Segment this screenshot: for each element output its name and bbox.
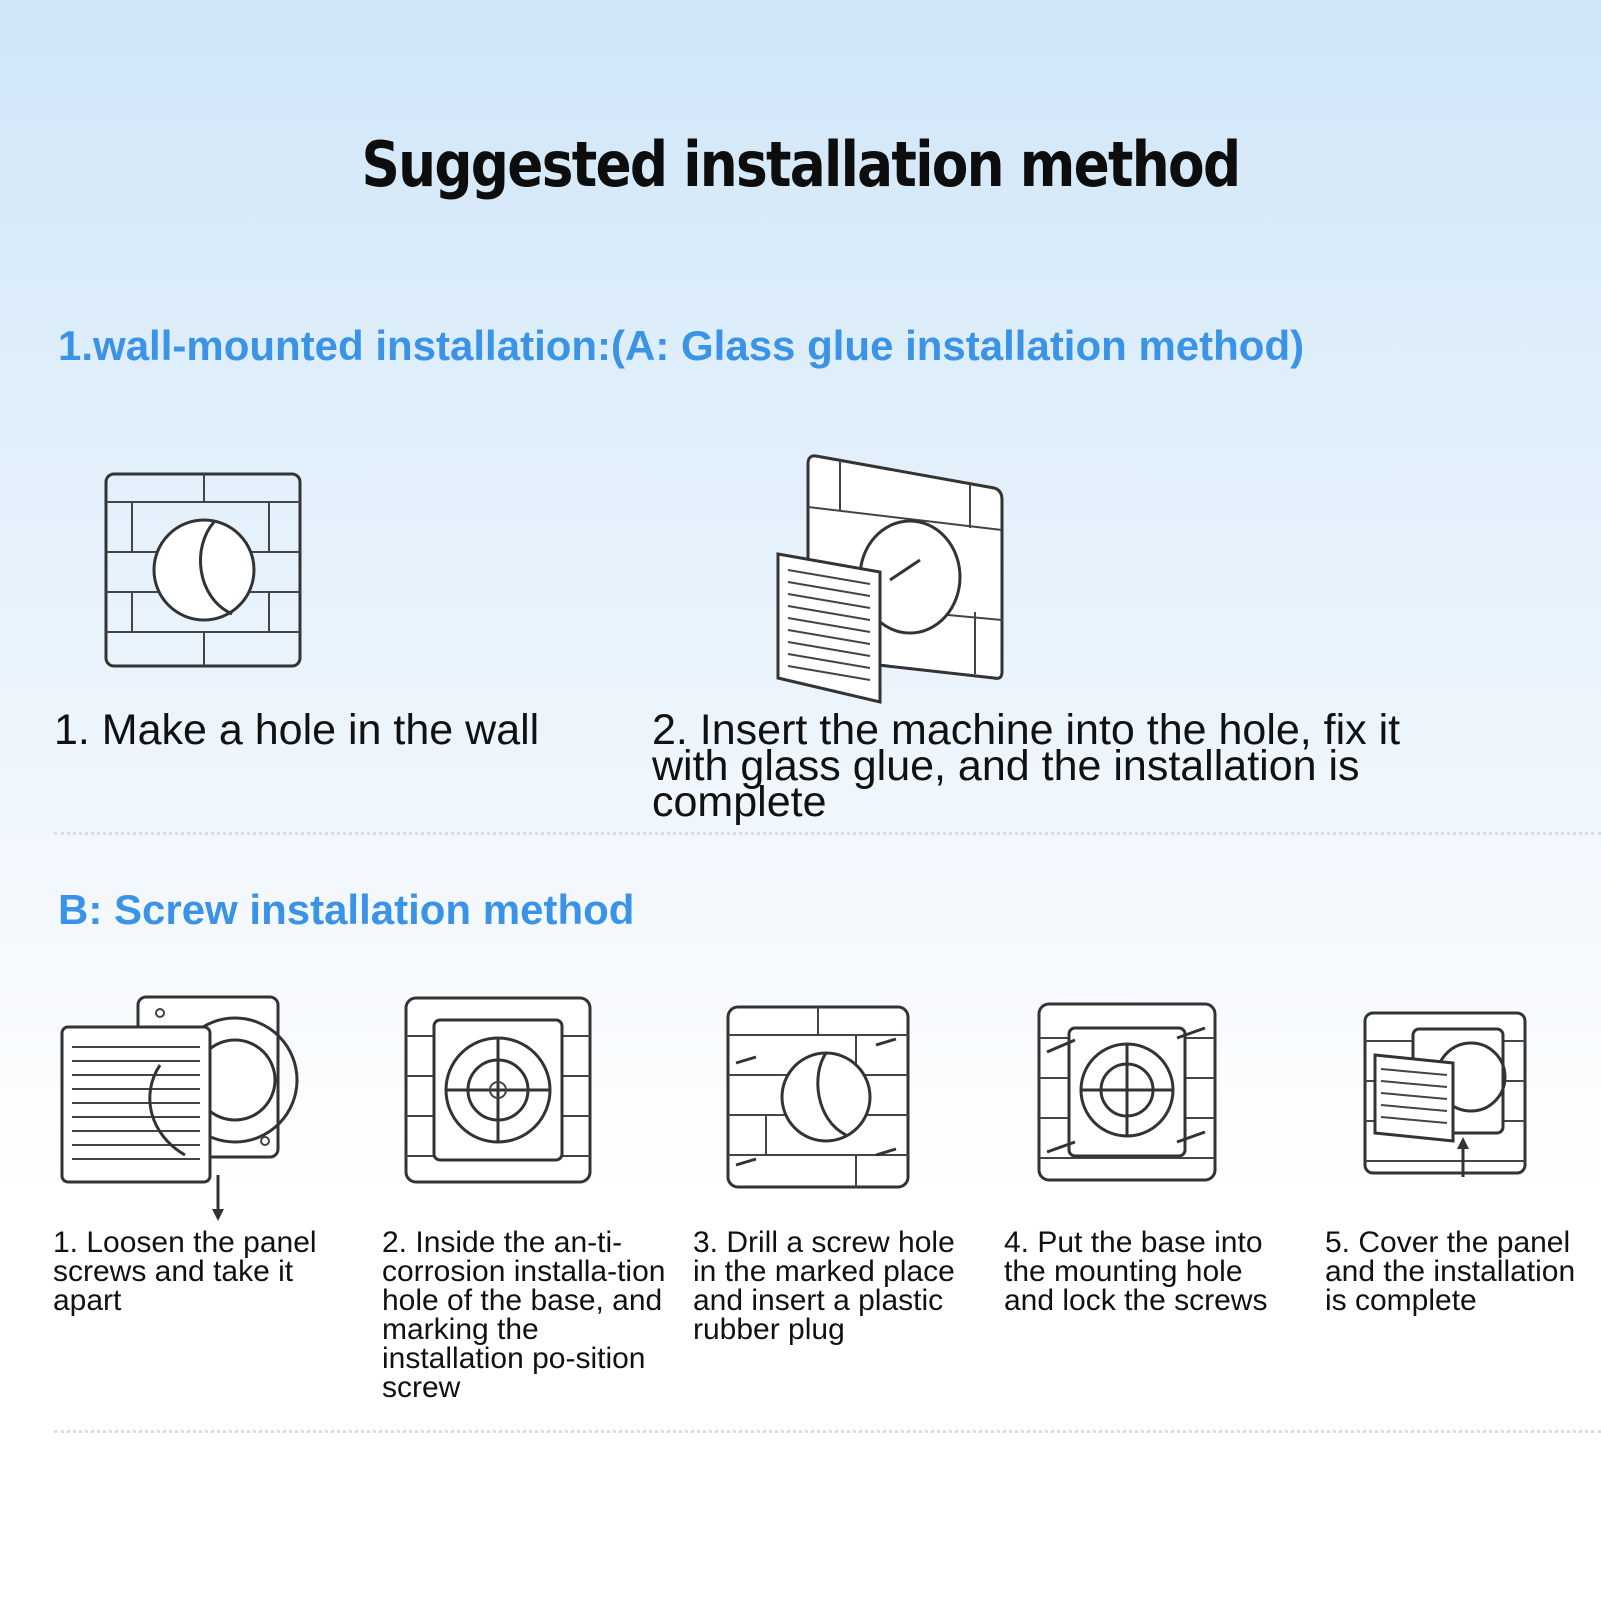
- fan-panel-covered-illustration: [1363, 1011, 1528, 1181]
- page-title: Suggested installation method: [361, 128, 1240, 201]
- step-a1-caption: 1. Make a hole in the wall: [54, 706, 540, 754]
- fan-insert-illustration: [770, 452, 1010, 702]
- bottom-divider: [54, 1430, 1601, 1433]
- section-divider: [54, 832, 1601, 835]
- step-b3-caption: 3. Drill a screw hole in the marked place and insert a plastic rubber plug: [693, 1226, 955, 1346]
- fan-base-marking-illustration: [404, 996, 594, 1186]
- section-b-heading: B: Screw installation method: [58, 886, 635, 933]
- section-a-heading: 1.wall-mounted installation:(A: Glass glue installation method): [58, 322, 1305, 369]
- fan-panel-removed-illustration: [60, 995, 310, 1225]
- step-b2-caption: 2. Inside the an-ti-corrosion installa-tion hole of the base, and marking the installation po-sition screw: [382, 1226, 666, 1404]
- step-b4-caption: 4. Put the base into the mounting hole and lock the screws: [1004, 1226, 1268, 1317]
- wall-drill-plug-illustration: [726, 1005, 911, 1190]
- step-b5-caption: 5. Cover the panel and the installation is complete: [1325, 1226, 1576, 1317]
- step-a2-caption: 2. Insert the machine into the hole, fix it with glass glue, and the installation is complete: [652, 706, 1401, 826]
- brick-wall-hole-illustration: [104, 472, 304, 672]
- step-b1-caption: 1. Loosen the panel screws and take it apart: [53, 1226, 317, 1317]
- fan-base-screwed-illustration: [1037, 1002, 1217, 1182]
